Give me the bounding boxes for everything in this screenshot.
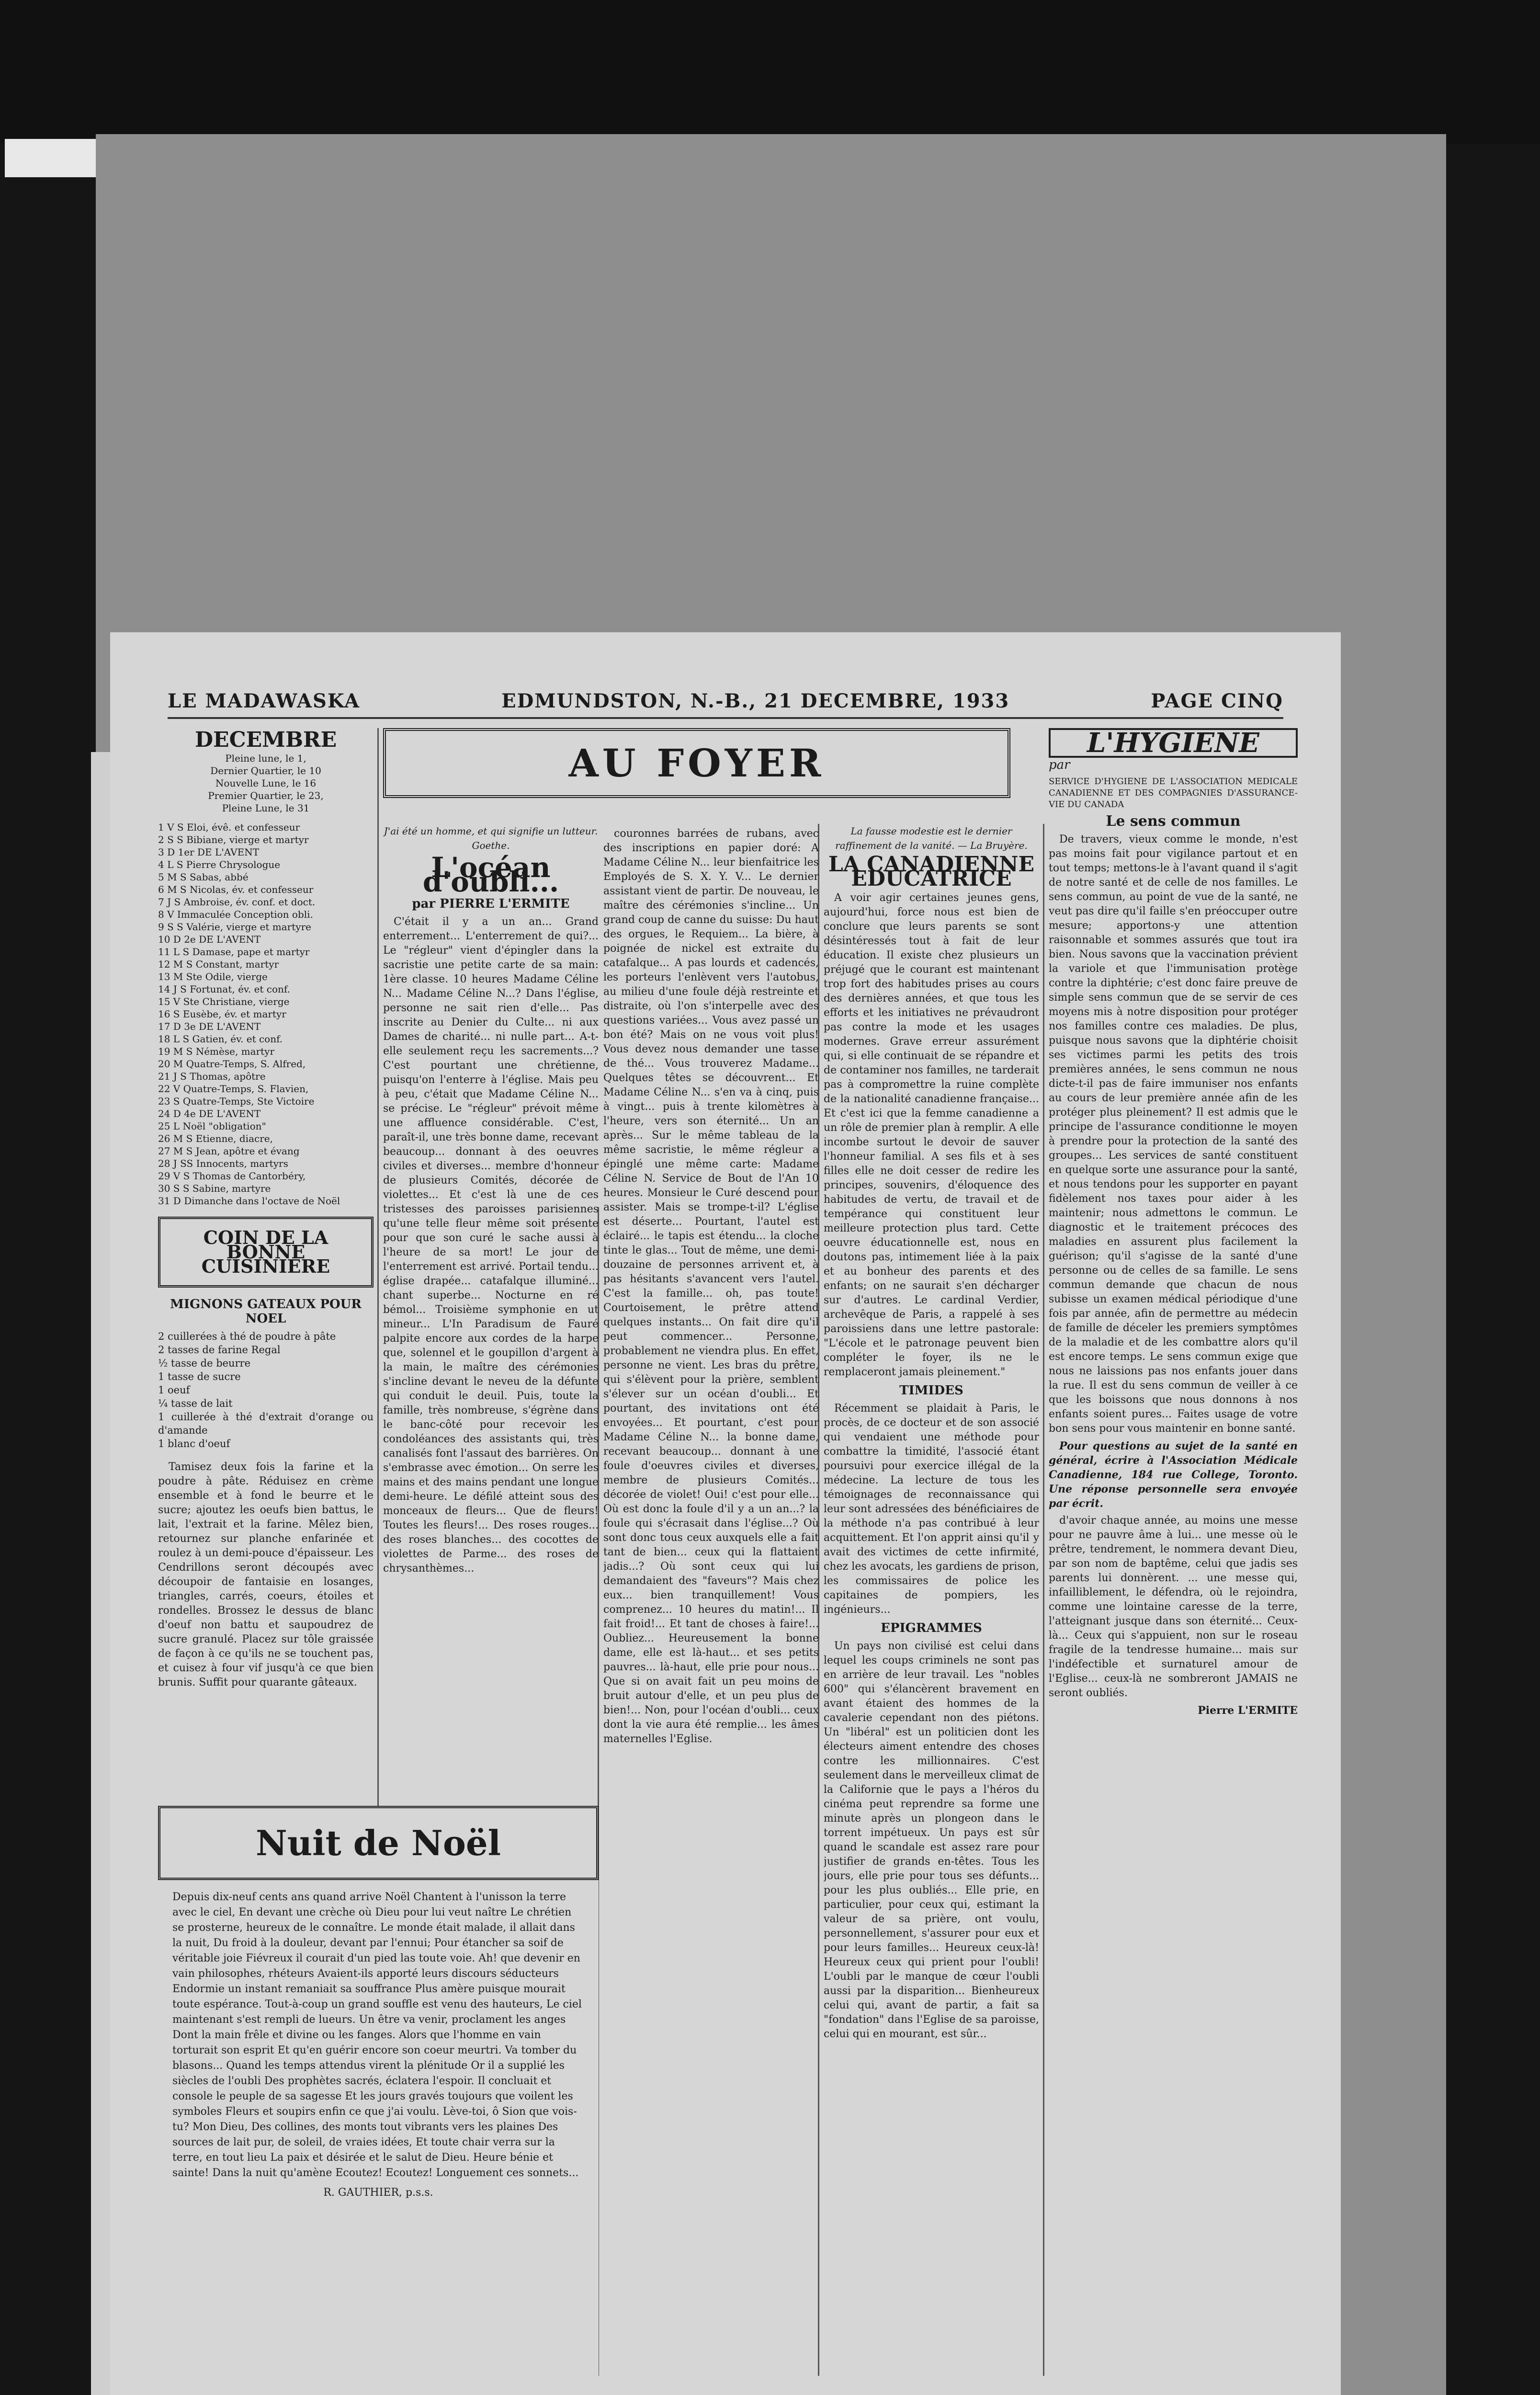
noel-title: Nuit de Noël — [255, 1823, 501, 1863]
ocean-text-end: d'avoir chaque année, au moins une messe pour ne pauvre âme à lui... une messe où le prêtre, tendrement, le nommera devant Dieu, par son nom de baptême, celui que jadis ses parents lui donnèrent. ... une messe qui, infailliblement, le défendra, où le rejoindra, comme une lointaine caresse de la terre, l'atteignant jusque dans son éternité... Ceux-là... Ceux qui s'appuient, non sur le roseau fragile de la tendresse humaine... mais sur l'indéfectible et surnaturel amour de l'Eglise... ceux-là ne sombreront JAMAIS ne seront oubliés. — [1049, 1515, 1298, 1699]
calendar-day: 27 M S Jean, apôtre et évang — [158, 1145, 300, 1157]
nuit-de-noel-box — [158, 1806, 599, 2395]
columns — [158, 728, 1298, 2376]
calendar-day: 20 M Quatre-Temps, S. Alfred, — [158, 1058, 306, 1070]
column-hygiene — [1049, 728, 1298, 2376]
signature: Pierre L'ERMITE — [1198, 1704, 1298, 1717]
epigrammes-text: Un pays non civilisé est celui dans lequel les coups criminels ne sont pas en arrière de leur travail. Les "nobles 600" qui s'élancèrent bravement en avant étaient des hommes de la cavalerie cependant non des piétons. Un "libéral" est un politicien dont les électeurs aiment entendre des choses contre les millionnaires. C'est seulement dans le merveilleux climat de la Californie que le pays a l'héros du cinéma peut reprendre sa forme une minute après un plongeon dans le torrent impétueux. Un pays est sûr quand le scandale est assez rare pour justifier de grands en-têtes. Tous les jours, elle prie pour tous ses défunts... pour les plus oubliés... Elle prie, en particulier, pour ceux qui, estimant la valeur de sa prière, ont voulu, personnellement, s'assurer pour eux et pour leurs familles... Heureux ceux-là! Heureux ceux qui prient pour l'oubli! L'oubli par le manque de cœur l'oubli aussi par la disparition... Bienheureux celui qui, avant de partir, a fait sa "fondation" dans l'Eglise de sa paroisse, celui qui en mourant, est sûr... — [824, 1640, 1039, 2040]
column-educatrice — [824, 824, 1039, 2376]
hygiene-footer: Pour questions au sujet de la santé en général, écrire à l'Association Médicale Canadienne, 184 rue College, Toronto. Une réponse personnelle sera envoyée par écrit. — [1049, 1440, 1298, 1510]
moon-line: Pleine Lune, le 31 — [222, 802, 310, 814]
noel-author: R. GAUTHIER, p.s.s. — [323, 2187, 433, 2199]
ingredient: ¼ tasse de lait — [158, 1398, 233, 1409]
ocean-headline: L'océan d'oubli... — [422, 851, 559, 898]
calendar-day: 13 M Ste Odile, vierge — [158, 971, 268, 982]
noel-poem: Depuis dix-neuf cents ans quand arrive Noël Chantent à l'unisson la terre avec le ciel, En devant une crèche où Dieu pour lui veut naître Le chrétien se prosterne, heureux de le connaître. Le monde était malade, il allait dans la nuit, Du froid à la douleur, devant par l'ennui; Pour étancher sa soif de véritable joie Fiévreux il courait d'un pied las toute voie. Ah! que devenir en vain philosophes, rhéteurs Avaient-ils apporté leurs discours séducteurs Endormie un instant remaniait sa souffrance Plus amère puisque mourait toute espérance. Tout-à-coup un grand souffle est venu des hauteurs, Le ciel maintenant s'est rempli de lueurs. Un être va venir, proclament les anges Dont la main frêle et divine ou les fanges. Alors que l'homme en vain torturait son esprit Et qu'en guérir encore son coeur meurtri. Va tomber du blasons... Quand les temps attendus virent la plénitude Or il a supplié les siècles de l'oubli Des prophètes sacrés, éclatera l'espoir. Il concluait et console le peuple de sa sagesse Et les jours gravés toujours que voilent les symboles Fleurs et soupirs enfin ce que j'ai voulu. Lève-toi, ô Sion que vois-tu? Mon Dieu, Des collines, des monts tout vibrants vers les plaines Des sources de lait pur, de soleil, de vraies idées, Et toute chair verra sur la terre, en tout lieu La paix et désirée et le salut de Dieu. Heure bénie et sainte! Dans la nuit qu'amène Ecoutez! Ecoutez! Longuement ces sonnets... — [172, 1891, 582, 2179]
calendar-day: 28 J SS Innocents, martyrs — [158, 1158, 288, 1169]
goethe-quote: J'ai été un homme, et qui signifie un lutteur. Goethe. — [384, 825, 598, 851]
ocean-text-part2: couronnes barrées de rubans, avec des inscriptions en papier doré: A Madame Céline N... leur bienfaitrice les Employés de S. X. Y. V... Le dernier assistant vient de partir. De nouveau, le maître des cérémonies s'incline... Un grand coup de canne du suisse: Du haut des orgues, le Requiem... La bière, à poignée de nickel est extraite du catafalque... A pas lourds et cadencés, les porteurs l'enlèvent vers l'autobus, au milieu d'une foule déjà restreinte et distraite, où l'on s'interpelle avec des questions variées... Vous avez passé un bon été? Mais on ne vous voit plus! Vous devez nous demander une tasse de thé... Vous trouverez Madame... Quelques têtes se découvrent... Et Madame Céline N... s'en va à cinq, puis à vingt... puis à trente kilomètres à l'heure, vers son éternité... Un an après... Sur le même tableau de la même sacristie, le même régleur a épinglé une même carte: Madame Céline N. Service de Bout de l'An 10 heures. Monsieur le Curé descend pour assister. Mais se trompe-t-il? L'église est déserte... Pourtant, l'autel est éclairé... le tapis est étendu... la cloche tinte le glas... Tout de même, une demi-douzaine de personnes arrivent et, à pas hésitants s'avancent vers l'autel. C'est la famille... oh, pas toute! Courtoisement, le prêtre attend quelques instants... On fait dire qu'il peut commencer... Personne, probablement ne viendra plus. En effet, personne ne vient. Les bras du prêtre, qui s'élèvent pour la prière, semblent s'élever sur un océan d'oubli... Et pourtant, des invitations ont été envoyées... Et pourtant, c'est pour Madame Céline N... la bonne dame, recevant beaucoup... donnant à une foule d'oeuvres civiles et diverses, membre de plusieurs Comités... décorée de violet! Oui! c'est pour elle... Où est donc la foule d'il y a un an...? la foule qui s'écrasait dans l'église...? Où sont donc tous ceux auxquels elle a fait tant de bien... ceux qui la flattaient jadis...? Où sont ceux qui lui demandaient des "faveurs"? Mais chez eux... bien tranquillement! Vous comprenez... 10 heures du matin!... Il fait froid!... Et tant de choses à faire!... Oubliez... Heureusement la bonne dame, elle est là-haut... et ses petits pauvres... là-haut, elle prie pour nous... Que si on avait fait un peu moins de bruit autour d'elle, et un peu plus de bien!... Non, pour l'océan d'oubli... ceux dont la vie aura été remplie... les âmes maternelles l'Eglise. — [603, 828, 819, 1745]
calendar-day: 1 V S Eloi, évê. et confesseur — [158, 821, 300, 833]
ingredient: 1 cuillerée à thé d'extrait d'orange ou d'amande — [158, 1411, 374, 1436]
newspaper-page — [110, 632, 1341, 2395]
calendar-day: 23 S Quatre-Temps, Ste Victoire — [158, 1095, 315, 1107]
educatrice-title: LA CANADIENNE EDUCATRICE — [828, 852, 1035, 891]
hygiene-logo: L'HYGIENE — [1049, 728, 1298, 758]
moon-line: Pleine lune, le 1, — [225, 753, 306, 764]
calendar-day: 4 L S Pierre Chrysologue — [158, 859, 281, 870]
calendar-day: 17 D 3e DE L'AVENT — [158, 1021, 261, 1032]
tape-top-left — [5, 139, 96, 177]
ocean-byline: par PIERRE L'ERMITE — [412, 897, 570, 911]
calendar-day: 29 V S Thomas de Cantorbéry, — [158, 1170, 306, 1182]
masthead — [168, 690, 1283, 719]
calendar-day: 7 J S Ambroise, év. conf. et doct. — [158, 896, 316, 908]
au-foyer-header — [383, 728, 1010, 808]
moon-phases — [158, 752, 374, 814]
calendar-day: 6 M S Nicolas, év. et confesseur — [158, 884, 314, 895]
calendar-day: 22 V Quatre-Temps, S. Flavien, — [158, 1083, 309, 1095]
calendar-day: 15 V Ste Christiane, vierge — [158, 996, 290, 1007]
column-ocean-continued — [603, 824, 819, 1830]
moon-line: Premier Quartier, le 23, — [208, 790, 324, 801]
masthead-dateline: EDMUNDSTON, N.-B., 21 DECEMBRE, 1933 — [501, 690, 1010, 712]
calendar-day: 11 L S Damase, pape et martyr — [158, 946, 310, 958]
bruyere-quote: La fausse modestie est le dernier raffinement de la vanité. — La Bruyère. — [835, 825, 1028, 851]
hygiene-service: SERVICE D'HYGIENE DE L'ASSOCIATION MEDICALE CANADIENNE ET DES COMPAGNIES D'ASSURANCE-VIE DU CANADA — [1049, 776, 1298, 810]
calendar-title: DECEMBRE — [194, 728, 337, 752]
calendar-days — [158, 821, 374, 1207]
calendar-day: 2 S S Bibiane, vierge et martyr — [158, 834, 309, 845]
ingredient-list — [158, 1330, 374, 1450]
calendar-day: 30 S S Sabine, martyre — [158, 1183, 271, 1194]
column-rule — [1043, 824, 1044, 2376]
educatrice-text: A voir agir certaines jeunes gens, aujourd'hui, force nous est bien de conclure que leurs parents se sont désintéressés tout à fait de leur éducation. Il existe chez plusieurs un préjugé que le courant est maintenant trop fort des habitudes prises au cours des dernières années, et que tous les efforts et les initiatives ne prévaudront pas contre la mode et les usages modernes. Grave erreur assurément qui, si elle continuait de se répandre et de contaminer nos familles, ne tarderait pas à compromettre la ruine complète de la nationalité canadienne française... Et c'est ici que la femme canadienne a un rôle de premier plan à remplir. A elle incombe surtout le devoir de sauver l'honneur familial. A ses fils et à ses filles elle ne doit cesser de redire les principes, souvenirs, d'éloquence des habitudes de vertu, de travail et de tempérance qui constituent leur meilleure protection plus tard. Cette oeuvre éducationnelle est, nous en doutons pas, intimement liée à la paix et au bonheur des parents et des enfants; on ne saurait s'en décharger sur d'autres. Le cardinal Verdier, archevêque de Paris, a rappelé à ses paroissiens dans une lettre pastorale: "L'école et le patronage peuvent bien compléter le foyer, ils ne le remplaceront jamais pleinement." — [824, 892, 1039, 1378]
ingredient: ½ tasse de beurre — [158, 1357, 251, 1369]
masthead-page-number: PAGE CINQ — [1151, 690, 1283, 712]
hygiene-text: De travers, vieux comme le monde, n'est pas moins fait pour vigilance partout et en tout temps; mettons-le à l'avant quand il s'agit de notre santé et de celle de nos familles. Le sens commun, au point de vue de la santé, ne veut pas dire qu'il faille s'en préoccuper outre mesure; apportons-y une attention raisonnable et sommes assurés que tout ira bien. Nous savons que la vaccination prévient la variole et que l'immunisation protège contre la diphtérie; c'est donc faire preuve de simple sens commun que de se servir de ces moyens mis à notre disposition pour protéger nos familles contre ces maladies. De plus, puisque nous savons que la diphtérie choisit ses victimes parmi les petits des trois premières années, le sens commun ne nous dicte-t-il pas de faire immuniser nos enfants au cours de leur première année afin de les protéger plus pleinement? Il est admis que le principe de l'assurance conditionne le moyen à prendre pour la protection de la santé des groupes... Les services de santé constituent en quelque sorte une assurance pour la santé, et nous tendons pour les supporter en payant fidèlement nos taxes pour aider à les maintenir; nous admettons le commun. Le diagnostic et le traitement précoces des maladies en assurent plus facilement la guérison; qu'il s'agisse de la santé d'une personne ou de celles de sa famille. Le sens commun demande que chacun de nous subisse un examen médical périodique d'une fois par année, afin de permettre au médecin de famille de déceler les premiers symptômes de la maladie et de les combattre alors qu'il est encore temps. Le sens commun exige que nous ne laissions pas nos enfants jouer dans la rue. Il est du sens commun de veiller à ce que les boissons que nous donnons à nos enfants soient pures... Faites usage de votre bon sens pour vous maintenir en bonne santé. — [1049, 833, 1298, 1435]
epigrammes-title: EPIGRAMMES — [881, 1621, 982, 1635]
calendar-day: 3 D 1er DE L'AVENT — [158, 846, 260, 858]
hygiene-title: Le sens commun — [1106, 813, 1241, 830]
calendar-day: 16 S Eusèbe, év. et martyr — [158, 1008, 286, 1020]
calendar-day: 26 M S Etienne, diacre, — [158, 1133, 273, 1144]
noel-title-frame — [158, 1806, 599, 1880]
calendar-day: 18 L S Gatien, év. et conf. — [158, 1033, 283, 1045]
film-border — [0, 0, 1540, 144]
moon-line: Nouvelle Lune, le 16 — [215, 777, 317, 789]
calendar-day: 9 S S Valérie, vierge et martyre — [158, 921, 311, 933]
masthead-paper-name: LE MADAWASKA — [168, 690, 361, 712]
calendar-day: 21 J S Thomas, apôtre — [158, 1071, 266, 1082]
calendar-day: 5 M S Sabas, abbé — [158, 871, 249, 883]
ocean-text-part1: C'était il y a un an... Grand enterrement... L'enterrement de qui?... Le "régleur" vient d'épingler dans la sacristie une petite carte de sa main: 1ère classe. 10 heures Madame Céline N... Madame Céline N...? Dans l'église, personne ne sait rien d'elle... Pas inscrite au Denier du Culte... ni aux Dames de charité... ni nulle part... A-t-elle seulement reçu les sacrements...? C'est pourtant une chrétienne, puisqu'on l'enterre à l'église. Mais peu à peu, c'était que Madame Céline N... se précise. Le "régleur" prévoit même une affluence considérable. C'est, paraît-il, une très bonne dame, recevant beaucoup... donnant à des oeuvres civiles et diverses... membre d'honneur de plusieurs Comités, décorée de violettes... Et c'est là une de ces tristesses des paroisses parisiennes qu'une telle fleur même soit présente pour que son curé le sache aussi à l'heure de sa mort! Le jour de l'enterrement est arrivé. Portail tendu... église drapée... catafalque illuminé... chant superbe... Nocturne en ré bémol... Troisième symphonie en ut mineur... L'In Paradisum de Fauré palpite encore aux cordes de la harpe que, solennel et le goupillon d'argent à la main, le maître des cérémonies s'incline devant le neveu de la défunte qui conduit le deuil. Puis, toute la famille, très nombreuse, s'égrène dans le banc-côté pour recevoir les condoléances des assistants qui, très canalisés font l'assaut des barrières. On s'embrasse avec émotion... On serre les mains et des mains pendant une longue demi-heure. Le défilé atteint sous des monceaux de fleurs... Que de fleurs! Toutes les fleurs!... Des roses rouges... des roses blanches... des cocottes de violettes de Parme... des roses de chrysanthèmes... — [383, 916, 599, 1574]
hygiene-logo-sub: par — [1049, 758, 1070, 772]
moon-line: Dernier Quartier, le 10 — [210, 765, 321, 776]
au-foyer-title: AU FOYER — [383, 728, 1010, 798]
calendar-day: 14 J S Fortunat, év. et conf. — [158, 983, 290, 995]
calendar-day: 24 D 4e DE L'AVENT — [158, 1108, 261, 1119]
timides-title: TIMIDES — [899, 1383, 963, 1398]
recipe-text: Tamisez deux fois la farine et la poudre à pâte. Réduisez en crème ensemble et à fond le beurre et le sucre; ajoutez les oeufs bien battus, le lait, l'extrait et la farine. Mêlez bien, retournez sur planche enfarinée et roulez à un demi-pouce d'épaisseur. Les Cendrillons seront découpés avec découpoir de fantaisie en losanges, triangles, carrés, coeurs, étoiles et rondelles. Brossez le dessus de blanc d'oeuf non battu et saupoudrez de sucre granulé. Placez sur tôle graissée de façon à ce qu'ils ne se touchent pas, et cuisez à four vif jusqu'à ce que bien brunis. Suffit pour quarante gâteaux. — [158, 1461, 374, 1688]
cuisine-subtitle: MIGNONS GATEAUX POUR NOEL — [170, 1297, 362, 1326]
ingredient: 2 cuillerées à thé de poudre à pâte — [158, 1331, 336, 1342]
cuisine-box — [158, 1217, 374, 1288]
ingredient: 1 oeuf — [158, 1384, 190, 1396]
cuisine-title: COIN DE LA BONNE CUISINIERE — [201, 1227, 330, 1277]
ingredient: 2 tasses de farine Regal — [158, 1344, 281, 1356]
timides-text: Récemment se plaidait à Paris, le procès, de ce docteur et de son associé qui vendaient une méthode pour combattre la timidité, l'associé étant poursuivi pour exercice illégal de la médecine. La lecture de tous les témoignages de reconnaissance qui leur sont adressées des bénéficiaires de la méthode n'a pas contribué à leur acquittement. Et l'on apprit ainsi qu'il y avait des victimes de cette infirmité, chez les avocats, les gardiens de prison, les commissaires de police les capitaines de pompiers, les ingénieurs... — [824, 1403, 1039, 1616]
ingredient: 1 tasse de sucre — [158, 1371, 241, 1382]
ingredient: 1 blanc d'oeuf — [158, 1438, 230, 1449]
calendar-day: 10 D 2e DE L'AVENT — [158, 934, 261, 945]
calendar-day: 31 D Dimanche dans l'octave de Noël — [158, 1195, 340, 1207]
calendar-day: 12 M S Constant, martyr — [158, 958, 279, 970]
calendar-day: 25 L Noël "obligation" — [158, 1120, 266, 1132]
calendar-day: 19 M S Némèse, martyr — [158, 1046, 274, 1057]
calendar-day: 8 V Immaculée Conception obli. — [158, 909, 313, 920]
